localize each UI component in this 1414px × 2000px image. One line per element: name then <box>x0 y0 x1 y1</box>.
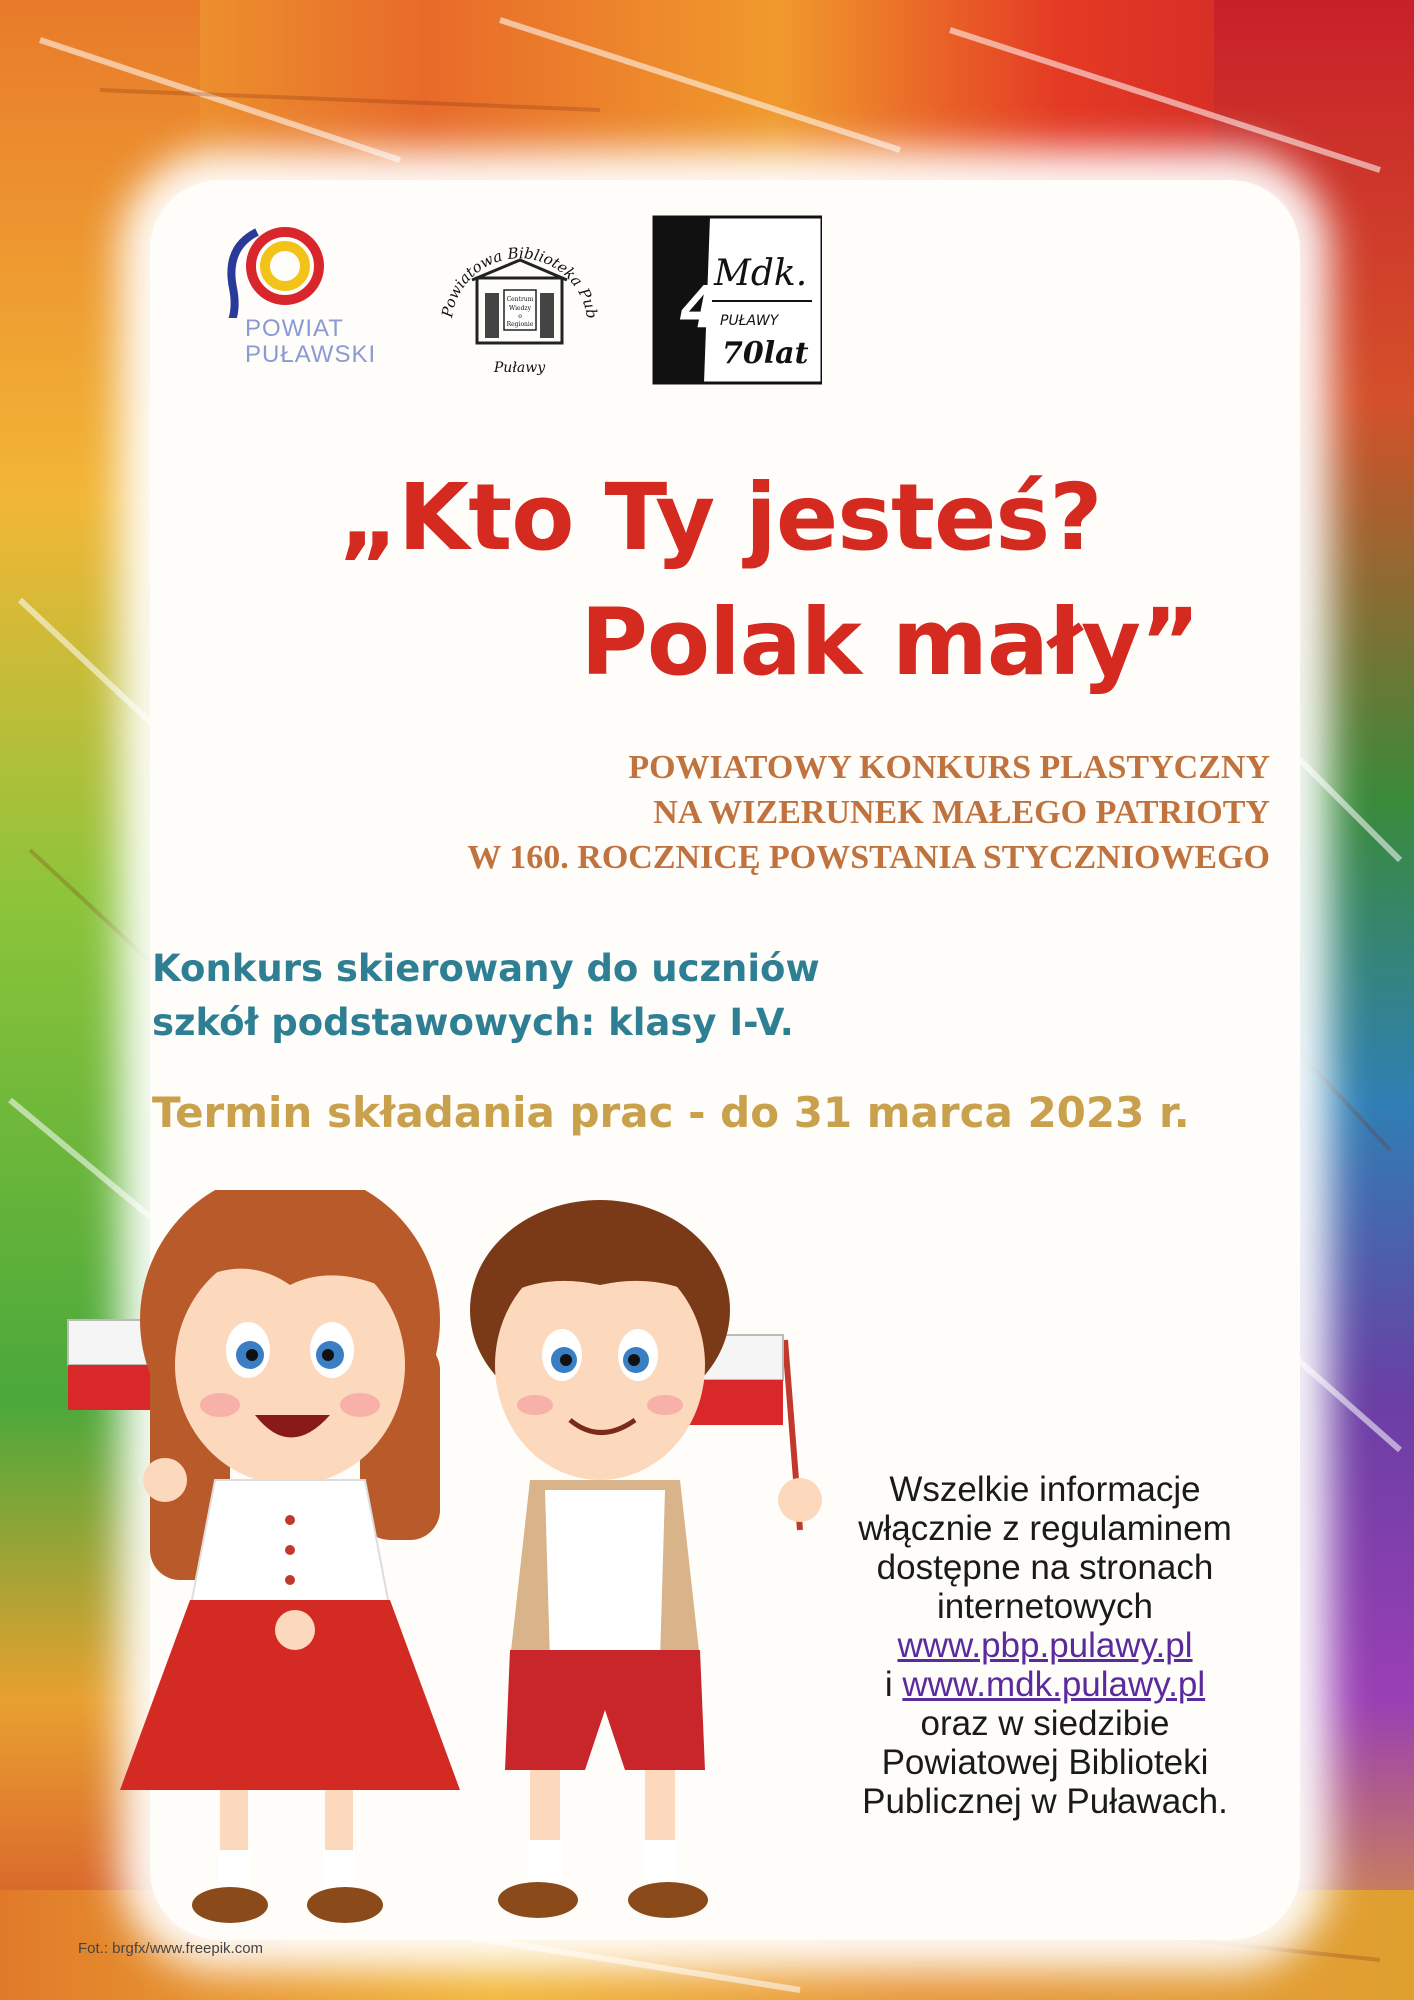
mdk-mark: Mdk. <box>714 253 808 294</box>
info-line3: dostępne na stronach <box>876 1548 1214 1587</box>
svg-text:Centrum: Centrum <box>506 296 534 303</box>
pbp-website-link[interactable]: www.pbp.pulawy.pl <box>897 1626 1193 1665</box>
boy-icon <box>470 1200 822 1918</box>
subtitle-line2: NA WIZERUNEK MAŁEGO PATRIOTY <box>653 794 1270 831</box>
children-with-flags-illustration <box>40 1190 840 1950</box>
svg-text:Wiedzy: Wiedzy <box>509 305 531 312</box>
audience-line1: Konkurs skierowany do uczniów <box>152 947 820 990</box>
svg-text:Regionie: Regionie <box>506 321 534 328</box>
info-line1: Wszelkie informacje <box>889 1470 1201 1509</box>
deadline-text: Termin składania prac - do 31 marca 2023 r. <box>152 1088 1190 1137</box>
mdk-70-lat-logo <box>652 215 822 385</box>
info-link2-prefix: i <box>884 1665 893 1704</box>
info-line2: włącznie z regulaminem <box>858 1509 1232 1548</box>
info-line5: oraz w siedzibie <box>920 1704 1170 1743</box>
girl-icon <box>68 1190 460 1923</box>
title-line2: Polak mały” <box>580 589 1200 696</box>
info-line4: internetowych <box>937 1587 1153 1626</box>
subtitle-line3: W 160. ROCZNICĘ POWSTANIA STYCZNIOWEGO <box>467 839 1270 876</box>
title-line1: „Kto Ty jesteś? <box>338 464 1102 571</box>
powiat-line1: POWIAT <box>245 315 344 342</box>
powiat-line2: PUŁAWSKI <box>245 341 377 368</box>
powiat-pulawski-logo <box>205 218 405 383</box>
info-line6: Powiatowej Biblioteki <box>881 1743 1209 1782</box>
pbp-city: Puławy <box>493 360 546 376</box>
info-block <box>795 1470 1295 1821</box>
pbp-library-logo <box>432 208 607 388</box>
mdk-website-link[interactable]: www.mdk.pulawy.pl <box>902 1665 1206 1704</box>
mdk-city: PUŁAWY <box>720 313 779 329</box>
svg-text:o: o <box>518 313 522 320</box>
pbp-arc-text: Powiatowa Biblioteka Pub <box>438 244 602 320</box>
info-line7: Publicznej w Puławach. <box>862 1782 1228 1821</box>
svg-text:4: 4 <box>680 273 721 341</box>
audience-line2: szkół podstawowych: klasy I-V. <box>152 1001 794 1044</box>
powiat-emblem-icon <box>205 218 405 318</box>
library-building-icon <box>432 208 607 358</box>
photo-credit: Fot.: brgfx/www.freepik.com <box>78 1940 264 1957</box>
subtitle-line1: POWIATOWY KONKURS PLASTYCZNY <box>628 749 1270 786</box>
mdk-years: 70lat <box>722 336 809 371</box>
